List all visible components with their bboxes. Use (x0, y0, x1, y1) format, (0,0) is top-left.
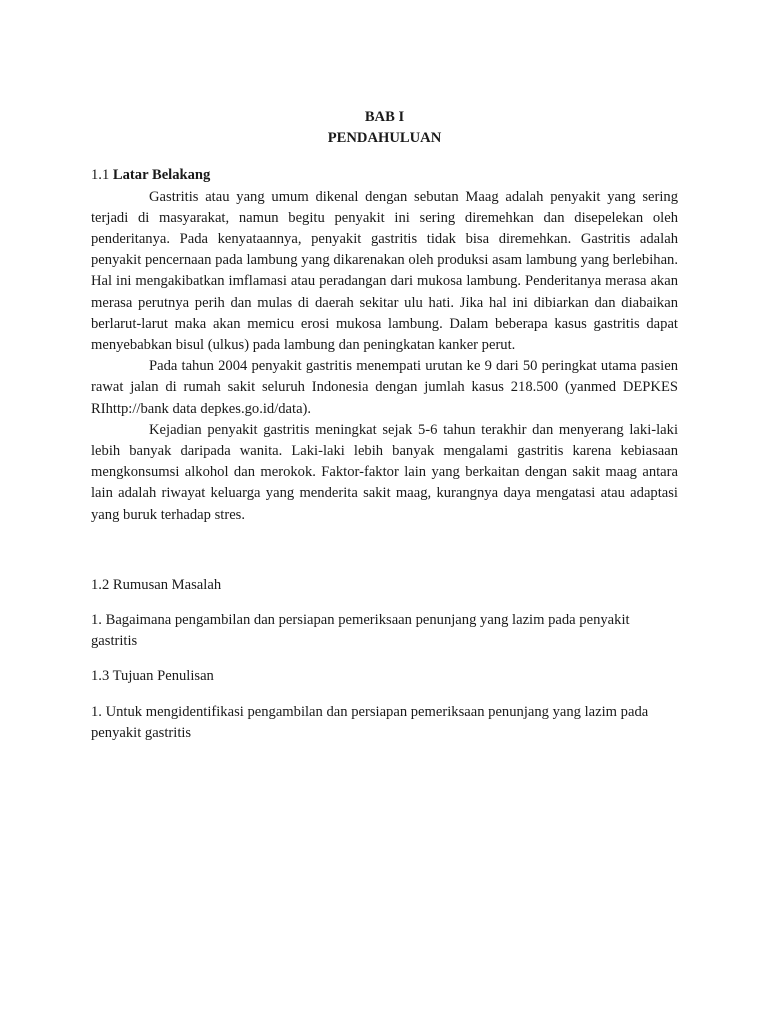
background-paragraph-1: Gastritis atau yang umum dikenal dengan sebutan Maag adalah penyakit yang sering terjadi di masyarakat, namun begitu penyakit ini sering diremehkan dan disepelekan oleh penderitanya. Pada kenyataannya, penyakit gastritis tidak bisa diremehkan. Gastritis adalah penyakit pencernaan pada lambung yang dikarenakan oleh produksi asam lambung yang berlebihan. Hal ini mengakibatkan imflamasi atau peradangan dari mukosa lambung. Penderitanya merasa akan merasa perutnya perih dan mulas di daerah sekitar ulu hati. Jika hal ini dibiarkan dan diabaikan berlarut-larut maka akan memicu erosi mukosa lambung. Dalam beberapa kasus gastritis dapat menyebabkan bisul (ulkus) pada lambung dan peningkatan kanker perut. (91, 188, 678, 354)
section-1-2-heading: 1.2 Rumusan Masalah (91, 576, 222, 593)
section-1-1-title: Latar Belakang (112, 167, 211, 184)
background-paragraph-2: Pada tahun 2004 penyakit gastritis menempati urutan ke 9 dari 50 peringkat utama pasien rawat jalan di rumah sakit seluruh Indonesia dengan jumlah kasus 218.500 (yanmed DEPKES RIhttp://bank data depkes.go.id/data). (91, 358, 678, 417)
problem-item-1: 1. Bagaimana pengambilan dan persiapan pemeriksaan penunjang yang lazim pada penyakit gastritis (91, 612, 630, 650)
objective-item-1: 1. Untuk mengidentifikasi pengambilan dan persiapan pemeriksaan penunjang yang lazim pada penyakit gastritis (91, 703, 649, 741)
chapter-title: PENDAHULUAN (327, 130, 442, 147)
document-content (91, 107, 678, 744)
section-1-3-heading: 1.3 Tujuan Penulisan (91, 668, 214, 685)
background-paragraph-3: Kejadian penyakit gastritis meningkat sejak 5-6 tahun terakhir dan menyerang laki-laki lebih banyak daripada wanita. Laki-laki lebih banyak mengalami gastritis karena kebiasaan mengkonsumsi alkohol dan merokok. Faktor-faktor lain yang berkaitan dengan sakit maag antara lain adalah riwayat keluarga yang menderita sakit maag, kurangnya daya mengatasi atau adaptasi yang buruk terhadap stres. (91, 421, 678, 523)
section-1-1-number: 1.1 (91, 167, 110, 184)
chapter-label: BAB I (364, 109, 405, 125)
section-1-1-heading (91, 165, 678, 186)
